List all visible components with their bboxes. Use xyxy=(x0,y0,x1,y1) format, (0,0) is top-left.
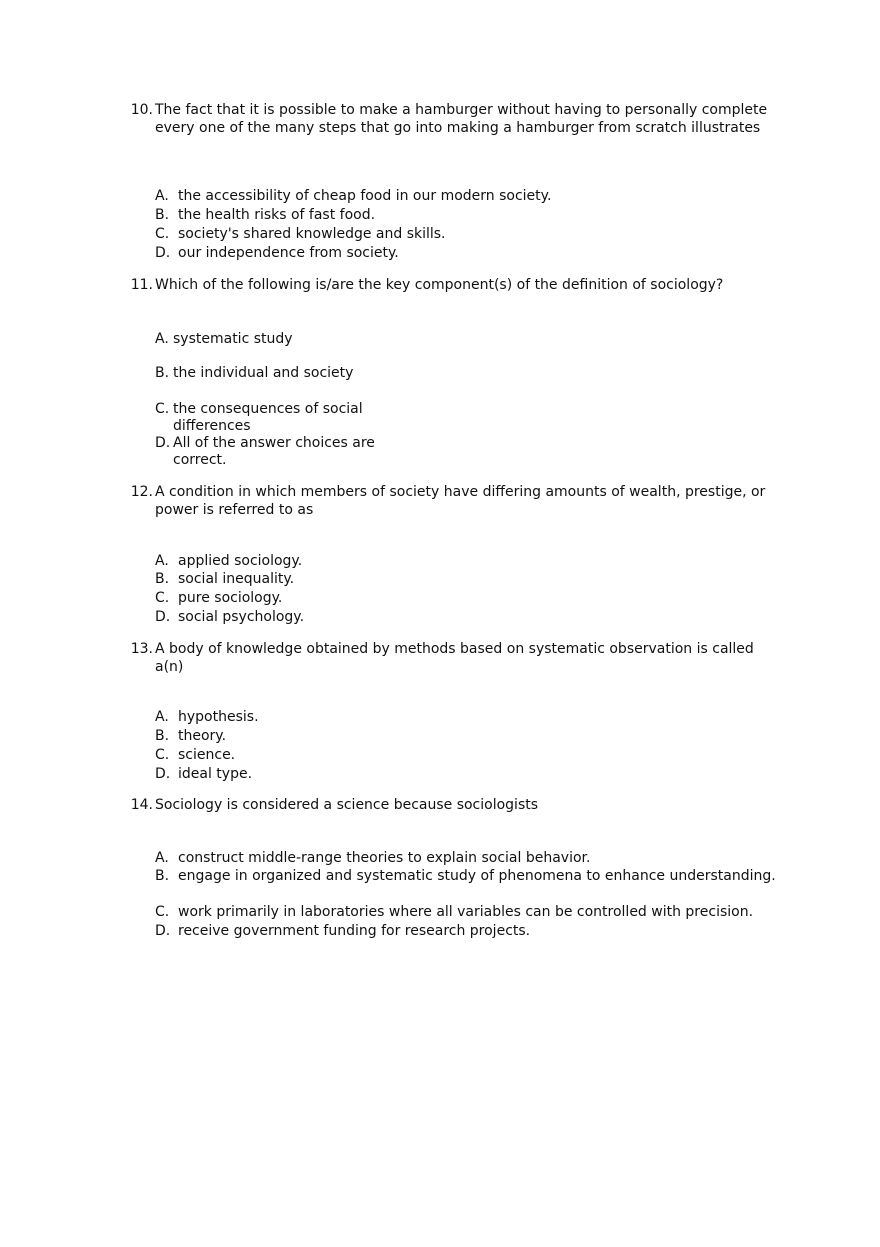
option-text: work primarily in laboratories where all variables can be controlled with precision. xyxy=(178,904,754,920)
option-letter: B. xyxy=(155,868,170,884)
option-text: our independence from society. xyxy=(178,245,399,261)
question-number: 10. xyxy=(130,102,153,118)
option-letter: D. xyxy=(155,609,171,625)
answer-option xyxy=(155,728,778,746)
option-text: applied sociology. xyxy=(178,553,303,569)
option-text: construct middle-range theories to explain social behavior. xyxy=(178,850,591,866)
option-text: hypothesis. xyxy=(178,709,259,725)
option-letter: C. xyxy=(155,590,170,606)
option-text: All of the answer choices are correct. xyxy=(173,435,375,468)
option-letter: C. xyxy=(155,226,170,242)
question-number: 13. xyxy=(130,641,153,657)
option-letter: D. xyxy=(155,435,171,451)
option-text: the accessibility of cheap food in our modern society. xyxy=(178,188,552,204)
option-letter: C. xyxy=(155,401,170,417)
question-number: 14. xyxy=(130,797,153,813)
answer-option xyxy=(155,923,778,941)
option-text: pure sociology. xyxy=(178,590,283,606)
option-text: social inequality. xyxy=(178,571,295,587)
option-letter: A. xyxy=(155,553,169,569)
answer-option xyxy=(155,709,778,727)
option-letter: C. xyxy=(155,904,170,920)
option-letter: D. xyxy=(155,766,171,782)
answer-option xyxy=(155,904,778,922)
answer-option xyxy=(155,553,778,571)
answer-option xyxy=(155,868,778,886)
answer-option xyxy=(155,245,778,263)
answer-option xyxy=(155,766,778,784)
answer-option xyxy=(155,365,388,382)
option-text: the individual and society xyxy=(173,365,354,381)
option-text: systematic study xyxy=(173,331,293,347)
option-letter: B. xyxy=(155,571,170,587)
option-text: the consequences of social differences xyxy=(173,401,363,434)
answer-option xyxy=(155,590,778,608)
question-11 xyxy=(125,277,785,295)
option-letter: A. xyxy=(155,850,169,866)
question-13 xyxy=(125,641,785,676)
option-text: engage in organized and systematic study of phenomena to enhance understanding. xyxy=(178,868,776,884)
question-text: The fact that it is possible to make a hamburger without having to personally complete every one of the many steps that go into making a hamburger from scratch illustrates xyxy=(155,102,768,136)
question-text: A body of knowledge obtained by methods based on systematic observation is called a(n) xyxy=(155,641,754,675)
option-letter: B. xyxy=(155,365,170,381)
question-10 xyxy=(125,102,785,137)
answer-option xyxy=(155,609,778,627)
option-letter: A. xyxy=(155,709,169,725)
option-letter: B. xyxy=(155,728,170,744)
option-text: receive government funding for research projects. xyxy=(178,923,531,939)
question-12 xyxy=(125,484,785,519)
answer-option xyxy=(155,226,778,244)
option-text: ideal type. xyxy=(178,766,253,782)
option-letter: C. xyxy=(155,747,170,763)
answer-option xyxy=(155,435,388,469)
option-text: society's shared knowledge and skills. xyxy=(178,226,446,242)
question-number: 11. xyxy=(130,277,153,293)
answer-option xyxy=(155,401,388,435)
option-letter: D. xyxy=(155,245,171,261)
answer-option xyxy=(155,571,778,589)
option-text: the health risks of fast food. xyxy=(178,207,376,223)
option-letter: A. xyxy=(155,188,169,204)
answer-option xyxy=(155,207,778,225)
option-letter: A. xyxy=(155,331,169,347)
question-number: 12. xyxy=(130,484,153,500)
question-text: Which of the following is/are the key component(s) of the definition of sociology? xyxy=(155,277,724,293)
answer-option xyxy=(155,188,778,206)
question-text: A condition in which members of society have differing amounts of wealth, prestige, or power is referred to as xyxy=(155,484,766,518)
answer-option xyxy=(155,850,778,868)
answer-option xyxy=(155,331,388,348)
option-text: theory. xyxy=(178,728,227,744)
question-text: Sociology is considered a science because sociologists xyxy=(155,797,539,813)
option-text: social psychology. xyxy=(178,609,305,625)
option-text: science. xyxy=(178,747,236,763)
answer-option xyxy=(155,747,778,765)
option-letter: D. xyxy=(155,923,171,939)
question-14 xyxy=(125,797,785,815)
option-letter: B. xyxy=(155,207,170,223)
